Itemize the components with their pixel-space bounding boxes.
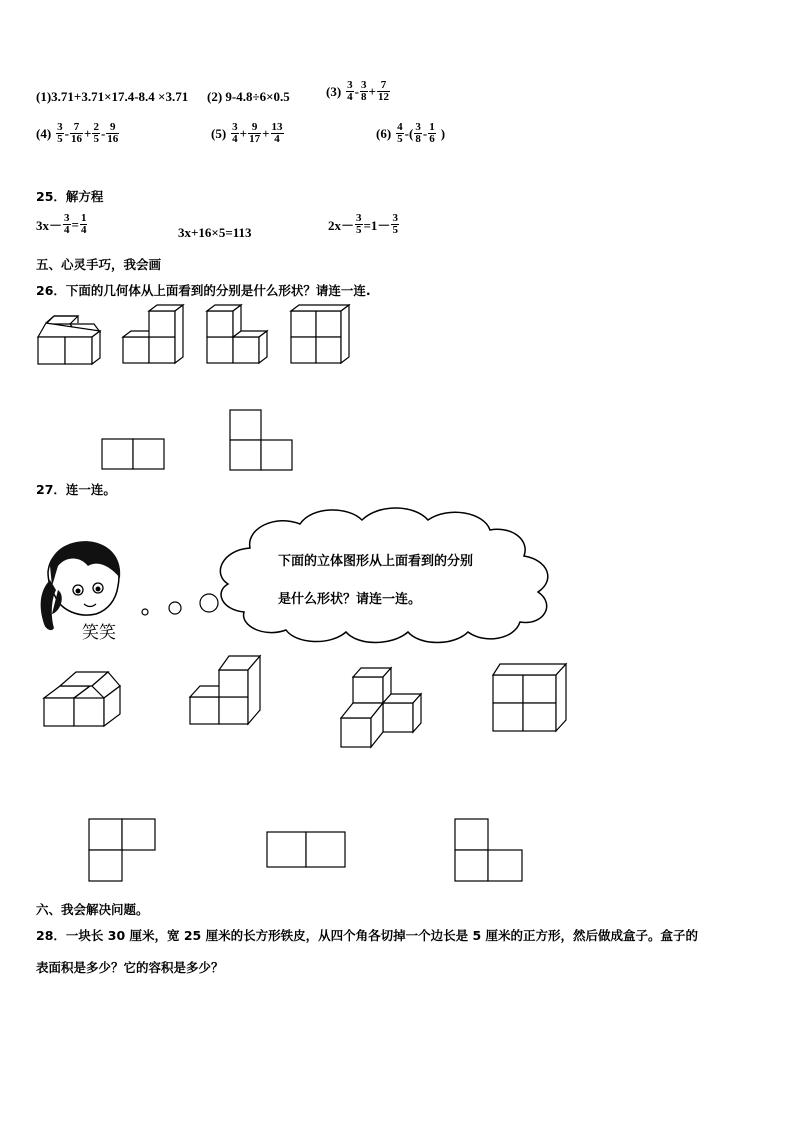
solid-2	[190, 656, 260, 724]
character-name: 笑笑	[82, 623, 116, 643]
fraction: $\frac{1}{6}$	[429, 121, 435, 145]
fraction: $\frac{4}{5}$	[397, 121, 403, 145]
top-view-c	[455, 819, 522, 881]
question-28-line-1: 28．一块长 30 厘米，宽 25 厘米的长方形铁皮，从四个角各切掉一个边长是 5 厘米的正方形，然后做成盒子。盒子的	[36, 928, 698, 943]
equation-3: 2x－ $\frac{3}{5}$ =1－ $\frac{3}{5}$	[328, 212, 398, 236]
fraction: $\frac{9}{17}$	[249, 121, 261, 145]
fraction: $\frac{7}{16}$	[71, 121, 83, 145]
fraction: $\frac{3}{5}$	[392, 212, 398, 236]
fraction: $\frac{2}{5}$	[93, 121, 99, 145]
solid-1	[44, 672, 120, 726]
calc-problem-1: (1)3.71+3.71×17.4-8.4 ×3.71	[36, 89, 189, 104]
fraction: $\frac{3}{8}$	[361, 79, 367, 103]
fraction: $\frac{3}{8}$	[415, 121, 421, 145]
question-25-title: 25．解方程	[36, 189, 104, 204]
bubble-text-line-1: 下面的立体图形从上面看到的分别	[278, 554, 474, 569]
calc-problem-6: (6) $\frac{4}{5}$ -( $\frac{3}{8}$ - $\frac{1}{6}$ )	[376, 121, 446, 145]
equation-1: 3x－ $\frac{3}{4}$ = $\frac{1}{4}$	[36, 212, 87, 236]
fraction: $\frac{3}{4}$	[347, 79, 353, 103]
section-5-heading: 五、心灵手巧，我会画	[36, 257, 162, 272]
question-27-title: 27．连一连。	[36, 482, 116, 497]
question-26-title: 26．下面的几何体从上面看到的分别是什么形状？请连一连.	[36, 283, 371, 298]
calc-problem-3: (3) $\frac{3}{4}$ - $\frac{3}{8}$ + $\frac{7}{12}$	[326, 79, 389, 103]
fraction: $\frac{3}{5}$	[57, 121, 63, 145]
solid-3	[341, 668, 421, 747]
fraction: $\frac{3}{5}$	[356, 212, 362, 236]
fraction: $\frac{3}{4}$	[64, 212, 70, 236]
solid-4	[493, 664, 566, 731]
fraction: $\frac{3}{4}$	[232, 121, 238, 145]
bubble-text-line-2: 是什么形状？请连一连。	[278, 592, 422, 607]
top-view-b	[267, 832, 345, 867]
calc-problem-5: (5) $\frac{3}{4}$ + $\frac{9}{17}$ + $\frac{13}{4}$	[211, 121, 283, 145]
calc-problem-4: (4) $\frac{3}{5}$ - $\frac{7}{16}$ + $\frac{2}{5}$ - $\frac{9}{16}$	[36, 121, 119, 145]
fraction: $\frac{1}{4}$	[80, 212, 87, 236]
section-6-heading: 六、我会解决问题。	[36, 902, 149, 917]
equation-2: 3x+16×5=113	[178, 225, 252, 240]
top-view-a	[89, 819, 155, 881]
question-28-line-2: 表面积是多少？它的容积是多少？	[36, 960, 224, 975]
fraction: $\frac{7}{12}$	[377, 79, 389, 103]
calc-problem-2: (2) 9-4.8÷6×0.5	[207, 89, 290, 104]
fraction: $\frac{13}{4}$	[271, 121, 283, 145]
fraction: $\frac{9}{16}$	[107, 121, 119, 145]
